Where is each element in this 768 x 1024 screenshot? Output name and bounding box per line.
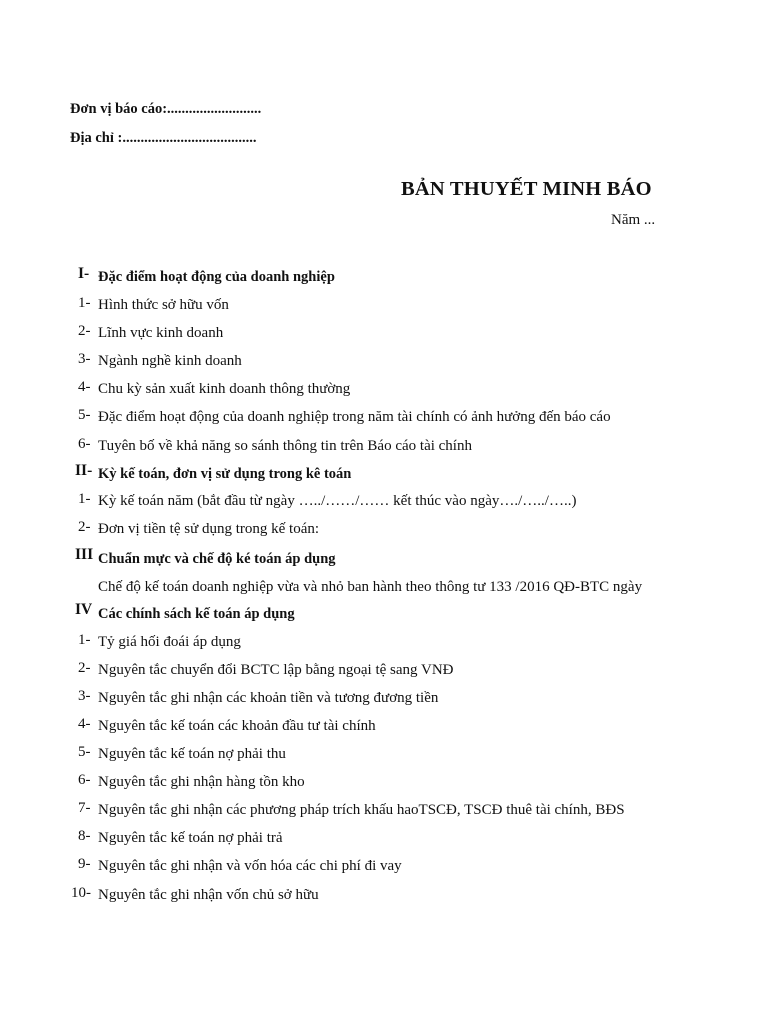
list-item: Nguyên tắc ghi nhận hàng tồn kho xyxy=(98,774,305,790)
item-number: 3- xyxy=(78,351,91,367)
section-number: I- xyxy=(78,265,90,282)
list-item: Nguyên tắc ghi nhận các khoản tiền và tương đương tiền xyxy=(98,690,439,706)
item-number: 2- xyxy=(78,323,91,339)
item-number: 7- xyxy=(78,800,91,816)
item-number: 1- xyxy=(78,491,91,507)
list-item: Nguyên tắc kế toán nợ phải trả xyxy=(98,830,283,846)
section-number: II- xyxy=(75,462,93,479)
list-item: Nguyên tắc ghi nhận và vốn hóa các chi phí đi vay xyxy=(98,858,402,874)
item-number: 9- xyxy=(78,856,91,872)
list-item: Hình thức sở hữu vốn xyxy=(98,297,229,313)
list-item: Nguyên tắc ghi nhận vốn chủ sở hữu xyxy=(98,887,319,903)
item-number: 5- xyxy=(78,407,91,423)
list-item: Chế độ kế toán doanh nghiệp vừa và nhỏ ban hành theo thông tư 133 /2016 QĐ-BTC ngày xyxy=(98,579,643,595)
item-number: 6- xyxy=(78,772,91,788)
item-number: 3- xyxy=(78,688,91,704)
section-heading: Đặc điểm hoạt động của doanh nghiệp xyxy=(98,269,335,285)
reporting-unit-line: Đơn vị báo cáo:.......................... xyxy=(70,101,262,117)
list-item: Đơn vị tiền tệ sử dụng trong kế toán: xyxy=(98,521,320,537)
address-line: Địa chỉ :..................................... xyxy=(70,130,257,146)
item-number: 4- xyxy=(78,716,91,732)
section-number: III xyxy=(75,546,94,563)
item-number: 8- xyxy=(78,828,91,844)
list-item: Chu kỳ sản xuất kinh doanh thông thường xyxy=(98,381,351,397)
document-title: BẢN THUYẾT MINH BÁO xyxy=(401,178,652,200)
list-item: Nguyên tắc ghi nhận các phương pháp trích khấu haoTSCĐ, TSCĐ thuê tài chính, BĐS xyxy=(98,802,625,818)
section-number: IV xyxy=(75,601,93,618)
item-number: 10- xyxy=(71,885,91,901)
item-number: 1- xyxy=(78,632,91,648)
item-number: 2- xyxy=(78,660,91,676)
item-number: 4- xyxy=(78,379,91,395)
section-heading: Chuẩn mực và chế độ ké toán áp dụng xyxy=(98,551,336,567)
item-number: 2- xyxy=(78,519,91,535)
section-heading: Kỳ kế toán, đơn vị sử dụng trong kê toán xyxy=(98,466,352,482)
list-item: Nguyên tắc kế toán các khoản đầu tư tài chính xyxy=(98,718,376,734)
list-item: Lĩnh vực kinh doanh xyxy=(98,325,224,341)
year-line: Năm ... xyxy=(611,212,656,228)
list-item: Kỳ kế toán năm (bắt đầu từ ngày …../……/…… kết thúc vào ngày…./…../…..) xyxy=(98,493,577,509)
list-item: Nguyên tắc chuyển đổi BCTC lập bằng ngoại tệ sang VNĐ xyxy=(98,662,454,678)
list-item: Tỷ giá hối đoái áp dụng xyxy=(98,634,241,650)
section-heading: Các chính sách kế toán áp dụng xyxy=(98,606,295,622)
list-item: Nguyên tắc kế toán nợ phải thu xyxy=(98,746,286,762)
list-item: Ngành nghề kinh doanh xyxy=(98,353,242,369)
list-item: Đặc điểm hoạt động của doanh nghiệp trong năm tài chính có ảnh hưởng đến báo cáo xyxy=(98,409,611,425)
item-number: 5- xyxy=(78,744,91,760)
list-item: Tuyên bố về khả năng so sánh thông tin trên Báo cáo tài chính xyxy=(98,438,472,454)
item-number: 1- xyxy=(78,295,91,311)
item-number: 6- xyxy=(78,436,91,452)
